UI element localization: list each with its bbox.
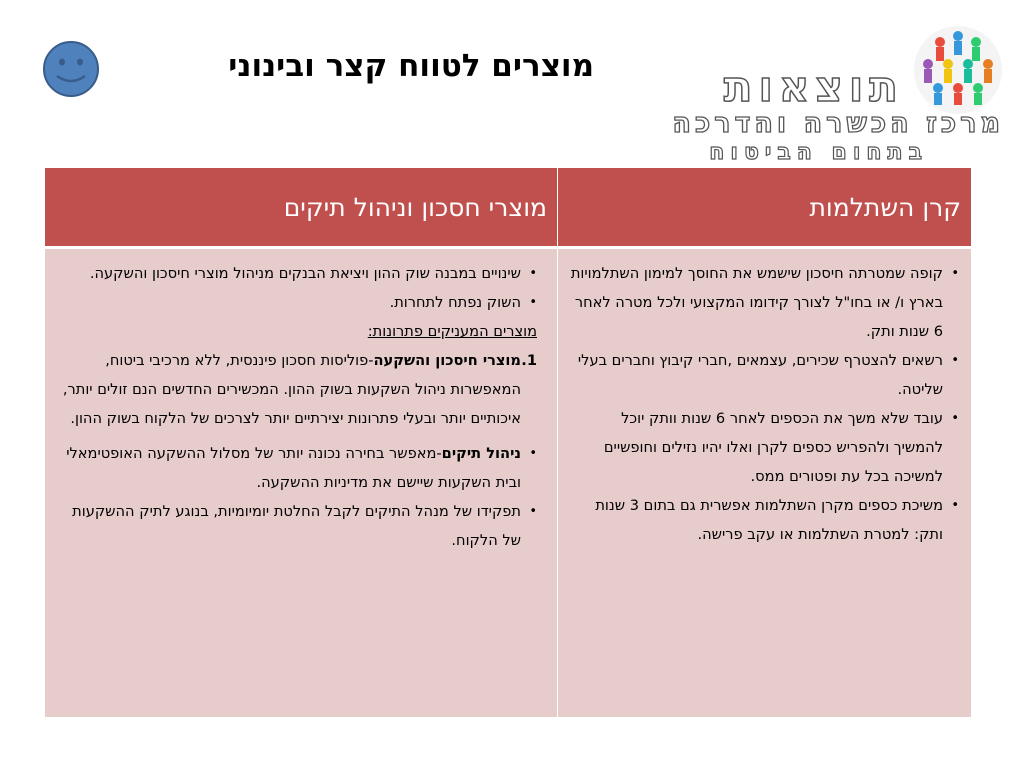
- item-number: 1.: [521, 352, 537, 369]
- list-item: • השוק נפתח לתחרות.: [55, 288, 521, 317]
- comparison-table: [44, 168, 972, 717]
- smiley-icon: [42, 40, 100, 98]
- numbered-item: [55, 346, 537, 433]
- logo-title: תוצאות: [723, 62, 904, 111]
- logo-subtitle-line2: בתחום הביטוח: [709, 140, 928, 165]
- company-logo: [586, 22, 1006, 165]
- list-item: • רשאים להצטרף שכירים, עצמאים ,חברי קיבוץ וחברים בעלי שליטה.: [568, 346, 943, 404]
- list-item: • עובד שלא משך את הכספים לאחר 6 שנות וותק יוכל להמשיך ולהפריש כספים לקרן ואלו יהיו נזילים וחופשיים למשיכה בכל עת ופטורים ממס.: [568, 404, 943, 491]
- savings-products-cell: [45, 248, 558, 718]
- item-title: ניהול תיקים: [441, 445, 521, 462]
- logo-subtitle-line1: מרכז הכשרה והדרכה: [672, 108, 1004, 139]
- item-text: -פוליסות חסכון פיננסית, ללא מרכיבי ביטוח, המאפשרות ניהול השקעות בשוק ההון. המכשירים החדשים הנם זולים יותר, איכותיים יותר ובעלי פתרונות יצירתיים יותר לצרכים של הלקוח בשוק ההון.: [62, 352, 521, 427]
- list-item: • משיכת כספים מקרן השתלמות אפשרית גם בתום 3 שנות ותק: למטרת השתלמות או עקב פרישה.: [568, 491, 943, 549]
- list-item: • תפקידו של מנהל התיקים לקבל החלטת יומיומיות, בנוגע לתיק ההשקעות של הלקוח.: [55, 497, 521, 555]
- item-title: מוצרי חיסכון והשקעה: [373, 352, 521, 369]
- header-savings-products: מוצרי חסכון וניהול תיקים: [45, 168, 558, 248]
- solutions-subheading: מוצרים המעניקים פתרונות:: [367, 323, 537, 340]
- item-text: -מאפשר בחירה נכונה יותר של מסלול ההשקעה האופטימאלי ובית השקעות שיישם את מדיניות ההשקעה.: [66, 445, 521, 491]
- study-fund-cell: [558, 248, 972, 718]
- list-item: [55, 439, 521, 497]
- list-item: • קופה שמטרתה חיסכון שישמש את החוסך למימון השתלמויות בארץ ו/ או בחו"ל לצורך קידומו המקצועי ולכל מטרה לאחר 6 שנות ותק.: [568, 259, 943, 346]
- list-item: • שינויים במבנה שוק ההון ויציאת הבנקים מניהול מוצרי חיסכון והשקעה.: [55, 259, 521, 288]
- page-title: מוצרים לטווח קצר ובינוני: [228, 48, 594, 84]
- header-study-fund: קרן השתלמות: [558, 168, 972, 248]
- globe-people-icon: [910, 22, 1006, 118]
